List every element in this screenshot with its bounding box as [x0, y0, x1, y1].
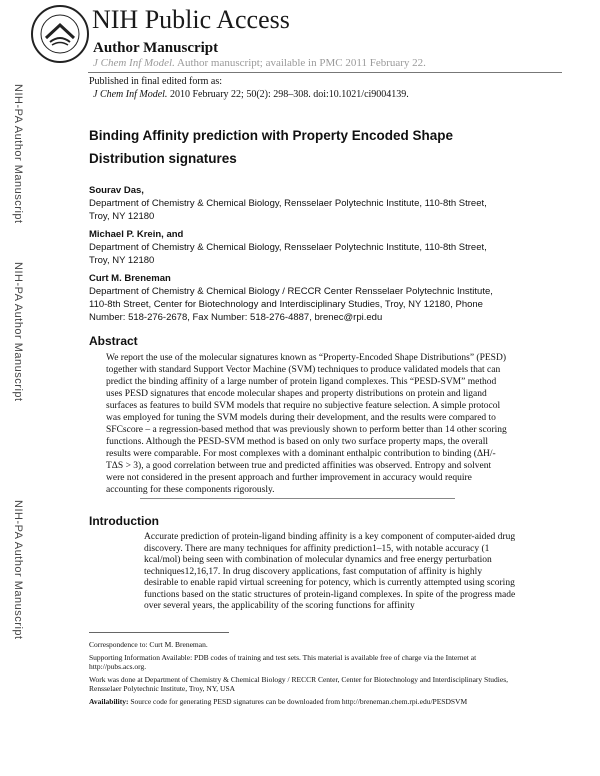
article-content [89, 124, 509, 496]
author-block [89, 228, 509, 267]
availability-label: Availability: [89, 696, 129, 706]
abstract-divider [140, 498, 455, 499]
author-block [89, 184, 509, 223]
citation-details: 2010 February 22; 50(2): 298–308. doi:10.1021/ci9004139. [167, 89, 409, 100]
author-name: Curt M. Breneman [89, 273, 171, 284]
header-divider [88, 72, 562, 73]
footnotes [89, 640, 509, 709]
footnote-work-location: Work was done at Department of Chemistry & Chemical Biology / RECCR Center, Center for Biotechnology and Interdisciplinary Studies, Rensselaer Polytechnic Institute, Troy, NY, USA [89, 674, 509, 693]
footnote-divider [89, 632, 229, 633]
header-journal-line [93, 57, 426, 70]
abstract-heading: Abstract [89, 334, 138, 348]
side-watermark-text: NIH-PA Author Manuscript [12, 262, 24, 402]
side-watermark-1 [12, 84, 26, 224]
introduction-text: Accurate prediction of protein-ligand binding affinity is a key component of computer-aided drug discovery. There are many techniques for affinity prediction1–15, with notable accuracy (1 kcal/mol) being seen with combination of molecular dynamics and free energy perturbation techniques12,16,17. In drug discovery applications, fast computation of affinity is highly desirable to enable rapid virtual screening for potency, which is currently attempted using scoring functions based on the static structures of protein-ligand complexes. In spite of the progress made over several years, the applicability of the scoring functions for affinity [144, 532, 516, 611]
header-journal-abbrev: J Chem Inf Model. [93, 57, 175, 69]
footnote-availability [89, 697, 509, 707]
nih-seal-icon [30, 4, 90, 64]
author-name: Michael P. Krein, and [89, 229, 184, 240]
author-block [89, 272, 509, 324]
footnote-correspondence: Correspondence to: Curt M. Breneman. [89, 640, 208, 649]
abstract-text: We report the use of the molecular signatures known as “Property-Encoded Shape Distributions” (PESD) together with standard Support Vector Machine (SVM) techniques to produce validated models that can predict the binding affinity of a large number of protein ligand complexes. This “PESD-SVM” method uses PESD signatures that encode molecular shapes and property distributions on protein and ligand surfaces as features to build SVM models that require no subjective feature selection. A simple protocol was employed for tuning the SVM models during their development, and the results were compared to SFCscore – a regression-based method that was previously shown to perform better than 14 other scoring functions. Although the PESD-SVM method is based on only two surface property maps, the overall results were comparable. For most complexes with a dominant enthalpic contribution to binding (ΔH/-TΔS > 3), a good correlation between true and predicted affinities was observed. Entropy and solvent were not considered in the present approach and further improvement in accuracy would require accounting for these components rigorously. [106, 353, 507, 495]
header-availability: Author manuscript; available in PMC 2011 February 22. [174, 57, 426, 69]
article-title-line-1: Binding Affinity prediction with Property Encoded Shape [89, 128, 454, 143]
citation-line [93, 89, 409, 101]
author-affiliation: Department of Chemistry & Chemical Biology, Rensselaer Polytechnic Institute, 110-8th Street, Troy, NY 12180 [89, 198, 487, 222]
side-watermark-text: NIH-PA Author Manuscript [12, 84, 24, 224]
author-affiliation: Department of Chemistry & Chemical Biology / RECCR Center Rensselaer Polytechnic Institute, 110-8th Street, Center for Biotechnology and Interdisciplinary Studies, Troy, NY 12180, Phone Number: 518-276-2678, Fax Number: 518-276-4887, brenec@rpi.edu [89, 286, 493, 323]
footnote-supporting-info: Supporting Information Available: PDB codes of training and test sets. This material is available free of charge via the Internet at http://pubs.acs.org. [89, 652, 477, 671]
citation-journal: J Chem Inf Model. [93, 89, 168, 100]
nih-logo [30, 4, 90, 64]
article-title [89, 124, 509, 170]
availability-text: Source code for generating PESD signatures can be downloaded from http://breneman.chem.rpi.edu/PESDSVM [128, 696, 468, 706]
side-watermark-2 [12, 262, 26, 402]
article-title-line-2: Distribution signatures [89, 151, 237, 166]
header-subtitle: Author Manuscript [93, 40, 219, 56]
published-label: Published in final edited form as: [89, 76, 223, 87]
side-watermark-text: NIH-PA Author Manuscript [12, 500, 24, 640]
introduction-heading: Introduction [89, 514, 159, 528]
header-title: NIH Public Access [92, 5, 290, 34]
author-name: Sourav Das, [89, 185, 144, 196]
author-affiliation: Department of Chemistry & Chemical Biology, Rensselaer Polytechnic Institute, 110-8th Street, Troy, NY 12180 [89, 242, 487, 266]
side-watermark-3 [12, 500, 26, 640]
